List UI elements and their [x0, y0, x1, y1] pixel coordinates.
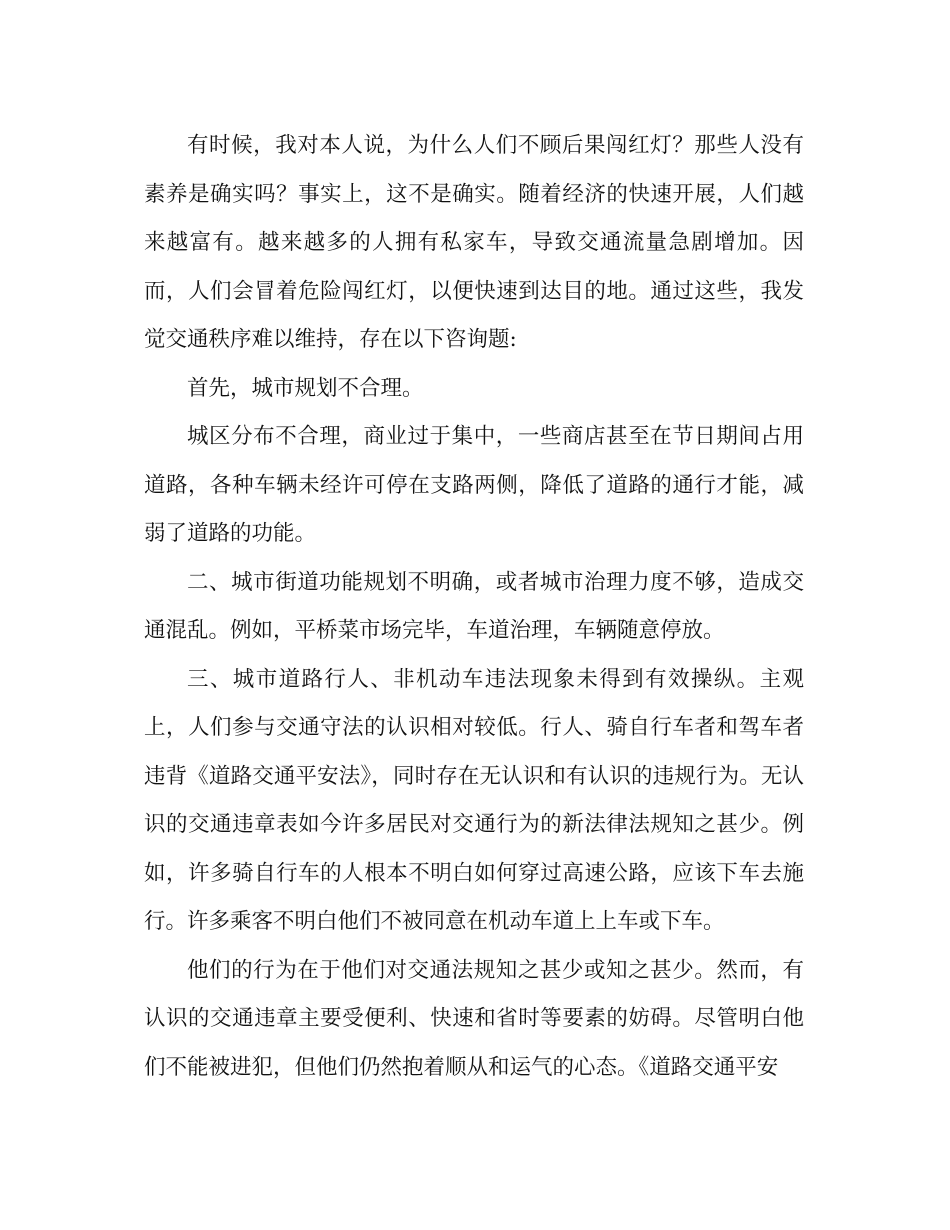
paragraph: 三、城市道路行人、非机动车违法现象未得到有效操纵。主观上，人们参与交通守法的认识相对较低。行人、骑自行车者和驾车者违背《道路交通平安法》，同时存在无认识和有认识的违规行为。无认识的交通违章表如今许多居民对交通行为的新法律法规知之甚少。例如，许多骑自行车的人根本不明白如何穿过高速公路，应该下车去施行。许多乘客不明白他们不被同意在机动车道上上车或下车。: [144, 666, 804, 934]
document-body: [144, 122, 804, 1092]
paragraph: 二、城市街道功能规划不明确，或者城市治理力度不够，造成交通混乱。例如，平桥菜市场完毕，车道治理，车辆随意停放。: [144, 569, 804, 643]
paragraph: 城区分布不合理，商业过于集中，一些商店甚至在节日期间占用道路，各种车辆未经许可停在支路两侧，降低了道路的通行才能，减弱了道路的功能。: [144, 424, 804, 546]
paragraph: 有时候，我对本人说，为什么人们不顾后果闯红灯？那些人没有素养是确实吗？事实上，这不是确实。随着经济的快速开展，人们越来越富有。越来越多的人拥有私家车，导致交通流量急剧增加。因而，人们会冒着危险闯红灯，以便快速到达目的地。通过这些，我发觉交通秩序难以维持，存在以下咨询题:: [144, 133, 804, 352]
paragraph: 他们的行为在于他们对交通法规知之甚少或知之甚少。然而，有认识的交通违章主要受便利、快速和省时等要素的妨碍。尽管明白他们不能被进犯，但他们仍然抱着顺从和运气的心态。《道路交通平安: [144, 957, 804, 1080]
paragraph: 首先，城市规划不合理。: [187, 375, 424, 401]
